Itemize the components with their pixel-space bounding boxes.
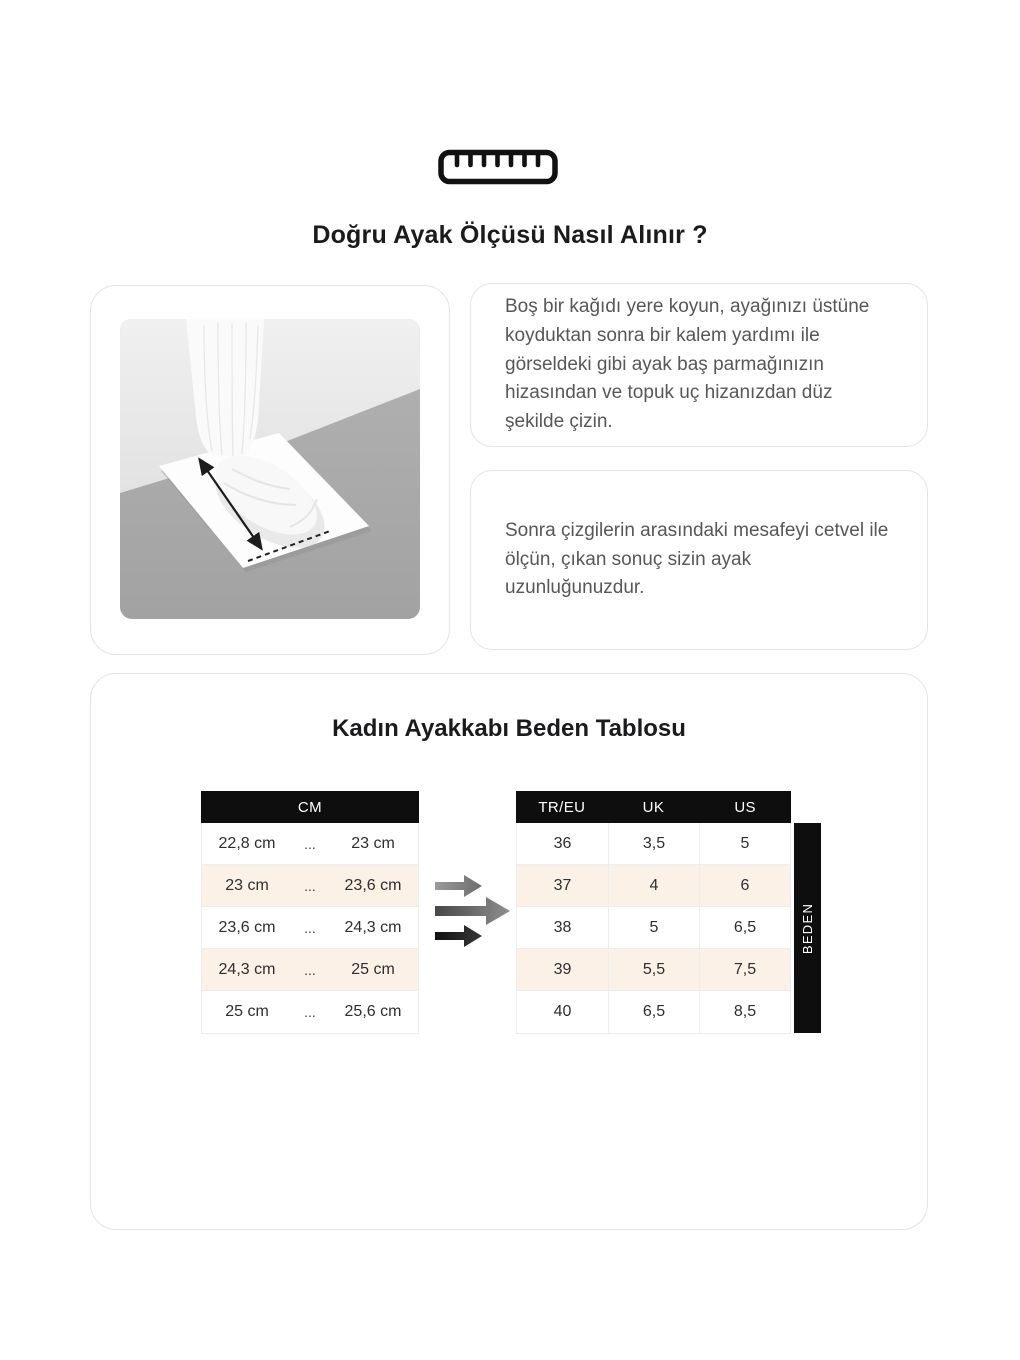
international-size-table	[516, 791, 791, 1034]
size-table-row	[517, 823, 790, 865]
size-table-header-row	[516, 791, 791, 823]
beden-label-text: BEDEN	[800, 902, 816, 954]
size-us: 8,5	[699, 991, 790, 1033]
cm-table-row	[202, 991, 418, 1033]
size-uk: 6,5	[608, 991, 699, 1033]
cm-table-row	[202, 907, 418, 949]
cm-table-body	[201, 823, 419, 1034]
size-table-body	[516, 823, 791, 1034]
transfer-arrows-icon	[434, 872, 510, 950]
size-header-treu: TR/EU	[538, 798, 586, 816]
cm-table-row	[202, 823, 418, 865]
cm-range-to: 23,6 cm	[344, 876, 402, 894]
measurement-photo-card	[90, 285, 450, 655]
cm-range-to: 25,6 cm	[344, 1003, 402, 1020]
size-uk: 4	[608, 865, 699, 906]
size-table-row	[517, 865, 790, 907]
cm-range-to: 23 cm	[351, 834, 395, 852]
cm-range-to: 25 cm	[351, 960, 395, 978]
ruler-icon	[437, 148, 559, 186]
size-treu: 38	[553, 918, 572, 936]
cm-range-from: 23 cm	[225, 876, 269, 894]
foot-measurement-photo	[120, 319, 420, 619]
cm-table-row	[202, 865, 418, 907]
range-separator: ...	[304, 1004, 316, 1020]
range-separator: ...	[304, 835, 316, 852]
cm-range-from: 23,6 cm	[218, 918, 276, 936]
instruction-step-1: Boş bir kağıdı yere koyun, ayağınızı üstüne koyduktan sonra bir kalem yardımı ile görseldeki gibi ayak baş parmağınızın hizasından ve topuk uç hizanızdan düz şekilde çizin.	[505, 295, 870, 433]
size-header-uk: UK	[642, 798, 665, 816]
size-uk: 5,5	[608, 949, 699, 990]
cm-table-row	[202, 949, 418, 991]
size-treu: 40	[553, 1003, 572, 1020]
size-treu: 36	[553, 834, 572, 852]
size-table-row	[517, 949, 790, 991]
size-treu: 37	[553, 876, 572, 894]
size-us: 6	[699, 865, 790, 906]
cm-table-header: CM	[201, 791, 419, 823]
size-table-card	[90, 673, 928, 1230]
range-separator: ...	[304, 919, 316, 936]
size-uk: 5	[608, 907, 699, 948]
cm-range-from: 24,3 cm	[218, 960, 276, 978]
range-separator: ...	[304, 961, 316, 978]
size-us: 5	[699, 823, 790, 864]
size-table-row	[517, 991, 790, 1033]
cm-range-from: 25 cm	[225, 1003, 269, 1020]
instruction-step-2: Sonra çizgilerin arasındaki mesafeyi cetvel ile ölçün, çıkan sonuç sizin ayak uzunluğunuzdur.	[505, 519, 889, 599]
cm-range-to: 24,3 cm	[344, 918, 402, 936]
instruction-card-2	[470, 470, 928, 650]
size-us: 6,5	[699, 907, 790, 948]
size-treu: 39	[553, 960, 572, 978]
cm-range-from: 22,8 cm	[218, 834, 276, 852]
size-uk: 3,5	[608, 823, 699, 864]
page-title: Doğru Ayak Ölçüsü Nasıl Alınır ?	[312, 221, 708, 249]
size-table-title: Kadın Ayakkabı Beden Tablosu	[332, 715, 686, 742]
size-us: 7,5	[699, 949, 790, 990]
size-header-us: US	[734, 798, 756, 816]
size-table-row	[517, 907, 790, 949]
cm-table	[201, 791, 419, 1034]
beden-vertical-label	[794, 823, 821, 1033]
range-separator: ...	[304, 877, 316, 894]
instruction-card-1	[470, 283, 928, 447]
